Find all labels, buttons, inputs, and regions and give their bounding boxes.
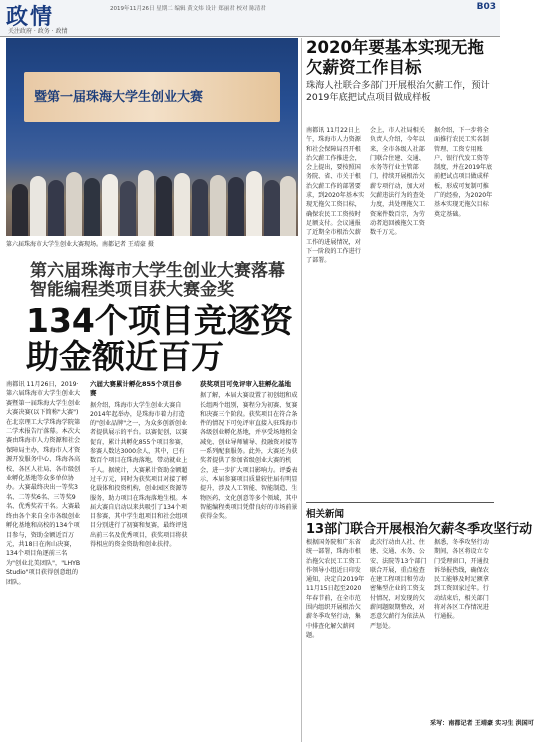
related-text: 据悉，冬季攻坚行动期间，各区将设立专门受理窗口，开通投诉举报热线，确保农民工能够及时足额拿到工资回家过年。行动结束后，相关部门将对各区工作情况进行通报。	[434, 539, 489, 621]
person-figure	[210, 175, 226, 236]
page-number: B03	[476, 2, 496, 12]
right-article-text: 会上，市人社局相关负责人介绍，今年以来，全市各级人社部门联合住建、交通、水务等行业主管部门，持续开展根治欠薪专项行动，加大对欠薪违法行为的查处力度，共处理拖欠工资案件数百宗，为劳动者追回被拖欠工资数千万元。	[370, 127, 425, 237]
right-article-headline: 2020年要基本实现无拖欠薪资工作目标	[306, 38, 484, 77]
column-text: 据介绍，珠海市大学生创业大赛自2014年起举办，是珠海市着力打造的"创业品牌"之一，为众多创新创业者提供展示的平台。以赛促创，以赛促育，累计共孵化855个项目参赛，参赛人数达3000余人，其中，已有数百个项目在珠海落地，带动就业上千人。据统计，大赛累计资助金额超过千万元，同时为获奖项目对接了孵化载体和投资机构，创业园区资源等服务，助力项目在珠海落地生根。本届大赛自启动以来共吸引了134个项目参赛，其中学生组项目和社会组项目分别进行了初赛和复赛，最终评选出前三名及优秀项目，获奖项目将获得相应的资金资助和创业扶持。	[90, 401, 188, 549]
photo-caption: 第六届珠海市大学生创业大赛现场。南都记者 王靖豪 摄	[6, 241, 154, 248]
person-figure	[66, 172, 82, 236]
related-text: 此次行动由人社、住建、交通、水务、公安、法院等13个部门联合开展，重点检查在建工程项目和劳动密集型企业的工资支付情况，对发现的欠薪问题限期整改，对恶意欠薪行为依法从严惩处。	[370, 539, 427, 630]
event-photo	[6, 38, 298, 236]
article-lead: 南都讯 11月26日，2019·第六届珠海市大学生创业大赛暨第一届珠海大学生创业大赛决赛(以下简称"大赛")在北京理工大学珠海学院第二学术报告厅落幕。本次大赛由珠海市人力资源和社会保障局主办，珠海市人才资源开发服务中心、珠海各高校、各区人社局、各市级创业孵化基地等众多单位协办。大赛最终决出一等奖3名、二等奖6名、三等奖9名、优秀奖若干名。大赛最终由各个来自全市各级创业孵化基地和高校的134个项目参与，资助金额近百万元，共18日在南山决赛，134个项目角逐前三名为"创业北美团队"，"LHYB Studio"项目获得创意组的团队。	[6, 381, 81, 586]
person-figure	[174, 173, 190, 236]
person-figure	[280, 176, 296, 236]
right-article-subheadline: 珠海人社联合多部门开展根治欠薪工作，预计2019年底把试点项目做成样板	[306, 80, 490, 103]
date-editor-line: 2019年11月26日 星期二 编辑 黄文炜 设计 郑丽君 校对 陈清君	[110, 6, 266, 12]
related-headline: 13部门联合开展根治欠薪冬季攻坚行动	[306, 522, 533, 537]
person-figure	[246, 171, 262, 236]
section-subtitle: 关注政府 · 政务 · 政情	[8, 28, 68, 35]
column-divider	[301, 38, 302, 742]
related-text: 根据国务院和广东省统一部署，珠海市根治拖欠农民工工资工作领导小组近日印发通知，决定自2019年11月15日起至2020年春节前，在全市范围内组织开展根治欠薪冬季攻坚行动，集中排查化解欠薪问题。	[306, 539, 365, 639]
related-credit: 采写：南都记者 王靖豪 实习生 洪国可	[430, 720, 534, 727]
related-divider	[306, 502, 494, 503]
person-figure	[30, 176, 46, 236]
column-text: 据了解，本届大赛设置了初创组和成长组两个组别，赛程分为初赛、复赛和决赛三个阶段。获奖项目在符合条件的情况下可免评审直接入驻珠海市各级创业孵化基地，并享受场地租金减免、创业导师辅导、投融资对接等一系列配套服务。此外，大赛还为获奖者提供了参加省级创业大赛的机会，进一步扩大项目影响力。评委表示，本届参赛项目质量较往届有明显提升，涉及人工智能、智能制造、生物医药、文化创意等多个领域，其中智能编程类项目凭借良好的市场前景获得金奖。	[200, 392, 298, 521]
article-column	[90, 380, 188, 741]
person-figure	[48, 180, 64, 236]
masthead	[0, 0, 500, 37]
person-figure	[12, 184, 28, 236]
stage-banner-text: 暨第一届珠海大学生创业大赛	[34, 90, 204, 105]
right-article-text: 据介绍，下一步将全面推行农民工实名制管理、工资专用账户、银行代发工资等制度，并在2019年底前把试点项目做成样板，形成可复制可推广的经验，为2020年基本实现无拖欠目标奠定基础。	[434, 127, 493, 218]
person-figure	[102, 174, 118, 236]
person-figure	[84, 178, 100, 236]
right-article-text: 南都讯 11月22日上午，珠海市人力资源和社会保障局召开根治欠薪工作推进会，会上提出，要按照国务院、省、市关于根治欠薪工作的部署要求，到2020年基本实现无拖欠工资目标，确保农民工工资按时足额支付。会议通报了近期全市根治欠薪工作的进展情况，对下一阶段的工作进行了部署。	[306, 127, 365, 265]
person-figure	[192, 179, 208, 236]
person-figure	[156, 176, 172, 236]
article-subheadline: 第六届珠海市大学生创业大赛落幕 智能编程类项目获大赛金奖	[30, 261, 285, 300]
article-headline: 134个项目竞逐资助金额近百万	[26, 301, 293, 376]
column-heading: 获奖项目可免评审入驻孵化基地	[200, 380, 291, 388]
person-figure	[264, 180, 280, 236]
people-group	[6, 156, 298, 236]
related-label: 相关新闻	[306, 509, 345, 520]
person-figure	[138, 170, 154, 236]
article-column	[200, 380, 298, 731]
right-article-header	[306, 38, 494, 104]
column-heading: 六届大赛累计孵化855个项目参赛	[90, 380, 182, 398]
section-title: 政情	[6, 4, 55, 30]
person-figure	[228, 177, 244, 236]
person-figure	[120, 181, 136, 236]
